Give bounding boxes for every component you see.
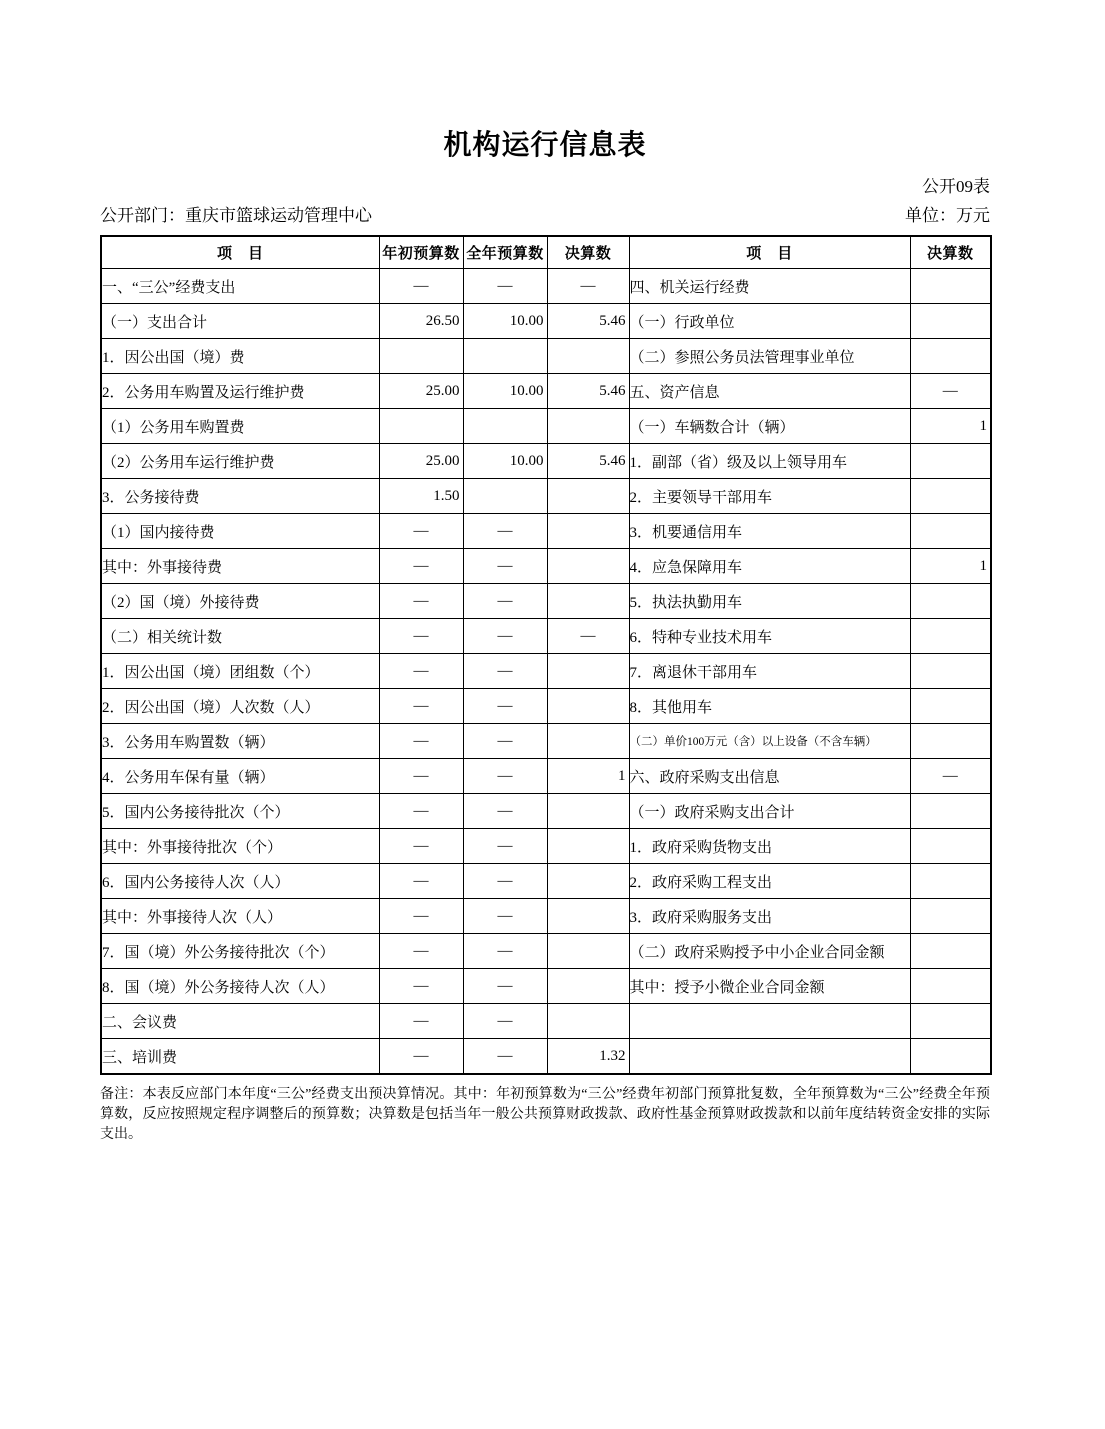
annual-budget-cell: — <box>463 864 547 899</box>
item-label-cell: （2）公务用车运行维护费 <box>101 444 379 479</box>
initial-budget-cell: — <box>379 899 463 934</box>
item-label-cell: 8．其他用车 <box>629 689 910 724</box>
table-row <box>101 339 991 374</box>
initial-budget-cell: — <box>379 864 463 899</box>
initial-budget-cell: — <box>379 1039 463 1075</box>
final-account-cell <box>910 304 991 339</box>
annual-budget-cell: — <box>463 269 547 304</box>
col-header-annual-budget: 全年预算数 <box>463 236 547 269</box>
final-account-cell <box>547 689 629 724</box>
table-body <box>101 269 991 1075</box>
final-account-cell: — <box>910 374 991 409</box>
col-header-item-left: 项 目 <box>101 236 379 269</box>
initial-budget-cell: — <box>379 269 463 304</box>
final-account-cell <box>910 339 991 374</box>
item-label-cell <box>629 1039 910 1075</box>
table-row <box>101 864 991 899</box>
final-account-cell: 1 <box>547 759 629 794</box>
annual-budget-cell: — <box>463 794 547 829</box>
final-account-cell: 1 <box>910 549 991 584</box>
final-account-cell: — <box>547 269 629 304</box>
initial-budget-cell: 25.00 <box>379 444 463 479</box>
initial-budget-cell <box>379 339 463 374</box>
table-row <box>101 689 991 724</box>
table-row <box>101 584 991 619</box>
final-account-cell <box>547 864 629 899</box>
col-header-initial-budget: 年初预算数 <box>379 236 463 269</box>
table-row <box>101 1039 991 1075</box>
final-account-cell <box>547 829 629 864</box>
annual-budget-cell <box>463 339 547 374</box>
initial-budget-cell: — <box>379 1004 463 1039</box>
final-account-cell: 1 <box>910 409 991 444</box>
initial-budget-cell: — <box>379 514 463 549</box>
item-label-cell: 其中：外事接待人次（人） <box>101 899 379 934</box>
final-account-cell <box>910 829 991 864</box>
item-label-cell: 4．应急保障用车 <box>629 549 910 584</box>
final-account-cell <box>547 479 629 514</box>
annual-budget-cell: — <box>463 619 547 654</box>
final-account-cell: — <box>910 759 991 794</box>
initial-budget-cell: 25.00 <box>379 374 463 409</box>
item-label-cell: （1）公务用车购置费 <box>101 409 379 444</box>
table-row <box>101 1004 991 1039</box>
initial-budget-cell: 1.50 <box>379 479 463 514</box>
item-label-cell: 7．国（境）外公务接待批次（个） <box>101 934 379 969</box>
table-row <box>101 549 991 584</box>
item-label-cell: （1）国内接待费 <box>101 514 379 549</box>
table-row <box>101 899 991 934</box>
item-label-cell: 6．国内公务接待人次（人） <box>101 864 379 899</box>
table-row <box>101 724 991 759</box>
item-label-cell: （一）支出合计 <box>101 304 379 339</box>
table-header-row <box>101 236 991 269</box>
table-row <box>101 409 991 444</box>
final-account-cell <box>910 514 991 549</box>
annual-budget-cell: — <box>463 899 547 934</box>
final-account-cell <box>910 584 991 619</box>
meta-row <box>100 204 990 227</box>
item-label-cell: 二、会议费 <box>101 1004 379 1039</box>
item-label-cell: 四、机关运行经费 <box>629 269 910 304</box>
annual-budget-cell: — <box>463 829 547 864</box>
item-label-cell: 1．因公出国（境）费 <box>101 339 379 374</box>
item-label-cell: 1．政府采购货物支出 <box>629 829 910 864</box>
item-label-cell: 1．副部（省）级及以上领导用车 <box>629 444 910 479</box>
final-account-cell <box>910 479 991 514</box>
item-label-cell: 5．执法执勤用车 <box>629 584 910 619</box>
col-header-item-right: 项 目 <box>629 236 910 269</box>
final-account-cell <box>910 269 991 304</box>
final-account-cell: — <box>547 619 629 654</box>
table-row <box>101 654 991 689</box>
final-account-cell <box>910 444 991 479</box>
footer-note: 备注：本表反应部门本年度“三公”经费支出预决算情况。其中：年初预算数为“三公”经费年初部门预算批复数，全年预算数为“三公”经费全年预算数，反应按照规定程序调整后的预算数；决算数是包括当年一般公共预算财政拨款、政府性基金预算财政拨款和以前年度结转资金安排的实际支出。 <box>100 1087 990 1142</box>
document-page <box>100 0 990 1145</box>
item-label-cell: 3．机要通信用车 <box>629 514 910 549</box>
item-label-cell: 2．因公出国（境）人次数（人） <box>101 689 379 724</box>
unit-label: 单位：万元 <box>905 206 990 225</box>
final-account-cell <box>910 654 991 689</box>
final-account-cell: 5.46 <box>547 304 629 339</box>
annual-budget-cell: — <box>463 1004 547 1039</box>
annual-budget-cell: — <box>463 549 547 584</box>
annual-budget-cell: 10.00 <box>463 374 547 409</box>
item-label-cell: 3．公务接待费 <box>101 479 379 514</box>
item-label-cell: （一）政府采购支出合计 <box>629 794 910 829</box>
final-account-cell <box>910 794 991 829</box>
final-account-cell <box>910 689 991 724</box>
annual-budget-cell: — <box>463 514 547 549</box>
item-label-cell: 8．国（境）外公务接待人次（人） <box>101 969 379 1004</box>
final-account-cell <box>547 1004 629 1039</box>
item-label-cell <box>629 1004 910 1039</box>
item-label-cell: 2．政府采购工程支出 <box>629 864 910 899</box>
annual-budget-cell: — <box>463 759 547 794</box>
item-label-cell: 六、政府采购支出信息 <box>629 759 910 794</box>
initial-budget-cell: — <box>379 549 463 584</box>
final-account-cell <box>910 1004 991 1039</box>
final-account-cell <box>547 339 629 374</box>
table-row <box>101 829 991 864</box>
item-label-cell: 其中：授予小微企业合同金额 <box>629 969 910 1004</box>
item-label-cell: （2）国（境）外接待费 <box>101 584 379 619</box>
table-row <box>101 304 991 339</box>
annual-budget-cell <box>463 409 547 444</box>
final-account-cell <box>547 409 629 444</box>
item-label-cell: （二）相关统计数 <box>101 619 379 654</box>
table-row <box>101 934 991 969</box>
initial-budget-cell: — <box>379 724 463 759</box>
initial-budget-cell: — <box>379 794 463 829</box>
item-label-cell: 4．公务用车保有量（辆） <box>101 759 379 794</box>
annual-budget-cell: — <box>463 1039 547 1075</box>
initial-budget-cell: — <box>379 969 463 1004</box>
table-row <box>101 479 991 514</box>
table-row <box>101 794 991 829</box>
final-account-cell: 1.32 <box>547 1039 629 1075</box>
item-label-cell: （一）车辆数合计（辆） <box>629 409 910 444</box>
item-label-cell: 7．离退休干部用车 <box>629 654 910 689</box>
item-label-cell: 3．公务用车购置数（辆） <box>101 724 379 759</box>
item-label-cell: 其中：外事接待费 <box>101 549 379 584</box>
initial-budget-cell: — <box>379 829 463 864</box>
item-label-cell: 2．主要领导干部用车 <box>629 479 910 514</box>
initial-budget-cell: — <box>379 934 463 969</box>
final-account-cell <box>547 724 629 759</box>
final-account-cell: 5.46 <box>547 374 629 409</box>
final-account-cell <box>910 724 991 759</box>
initial-budget-cell: — <box>379 654 463 689</box>
table-row <box>101 444 991 479</box>
table-row <box>101 269 991 304</box>
initial-budget-cell: 26.50 <box>379 304 463 339</box>
form-code: 公开09表 <box>922 177 990 196</box>
final-account-cell <box>910 969 991 1004</box>
info-table <box>100 235 992 1075</box>
item-label-cell: （二）政府采购授予中小企业合同金额 <box>629 934 910 969</box>
table-row <box>101 619 991 654</box>
initial-budget-cell: — <box>379 619 463 654</box>
item-label-cell: 5．国内公务接待批次（个） <box>101 794 379 829</box>
final-account-cell <box>547 549 629 584</box>
annual-budget-cell: — <box>463 654 547 689</box>
final-account-cell <box>910 934 991 969</box>
annual-budget-cell <box>463 479 547 514</box>
initial-budget-cell: — <box>379 689 463 724</box>
annual-budget-cell: 10.00 <box>463 304 547 339</box>
annual-budget-cell: — <box>463 934 547 969</box>
final-account-cell <box>547 654 629 689</box>
final-account-cell <box>910 864 991 899</box>
table-row <box>101 374 991 409</box>
annual-budget-cell: — <box>463 724 547 759</box>
item-label-cell: 三、培训费 <box>101 1039 379 1075</box>
final-account-cell <box>910 899 991 934</box>
item-label-cell: （二）参照公务员法管理事业单位 <box>629 339 910 374</box>
item-label-cell: 6．特种专业技术用车 <box>629 619 910 654</box>
annual-budget-cell: — <box>463 584 547 619</box>
item-label-cell: （二）单价100万元（含）以上设备（不含车辆） <box>629 724 910 759</box>
col-header-final-account-left: 决算数 <box>547 236 629 269</box>
final-account-cell <box>547 514 629 549</box>
initial-budget-cell: — <box>379 759 463 794</box>
final-account-cell <box>547 584 629 619</box>
initial-budget-cell <box>379 409 463 444</box>
annual-budget-cell: — <box>463 689 547 724</box>
final-account-cell <box>547 794 629 829</box>
item-label-cell: 3．政府采购服务支出 <box>629 899 910 934</box>
final-account-cell <box>910 1039 991 1075</box>
department-label: 公开部门：重庆市篮球运动管理中心 <box>100 206 372 225</box>
final-account-cell <box>547 969 629 1004</box>
final-account-cell: 5.46 <box>547 444 629 479</box>
item-label-cell: （一）行政单位 <box>629 304 910 339</box>
annual-budget-cell: — <box>463 969 547 1004</box>
final-account-cell <box>547 934 629 969</box>
table-row <box>101 759 991 794</box>
final-account-cell <box>547 899 629 934</box>
item-label-cell: 五、资产信息 <box>629 374 910 409</box>
col-header-final-account-right: 决算数 <box>910 236 991 269</box>
item-label-cell: 1．因公出国（境）团组数（个） <box>101 654 379 689</box>
item-label-cell: 一、“三公”经费支出 <box>101 269 379 304</box>
table-row <box>101 514 991 549</box>
item-label-cell: 2．公务用车购置及运行维护费 <box>101 374 379 409</box>
page-title: 机构运行信息表 <box>443 130 647 161</box>
initial-budget-cell: — <box>379 584 463 619</box>
annual-budget-cell: 10.00 <box>463 444 547 479</box>
item-label-cell: 其中：外事接待批次（个） <box>101 829 379 864</box>
table-row <box>101 969 991 1004</box>
final-account-cell <box>910 619 991 654</box>
